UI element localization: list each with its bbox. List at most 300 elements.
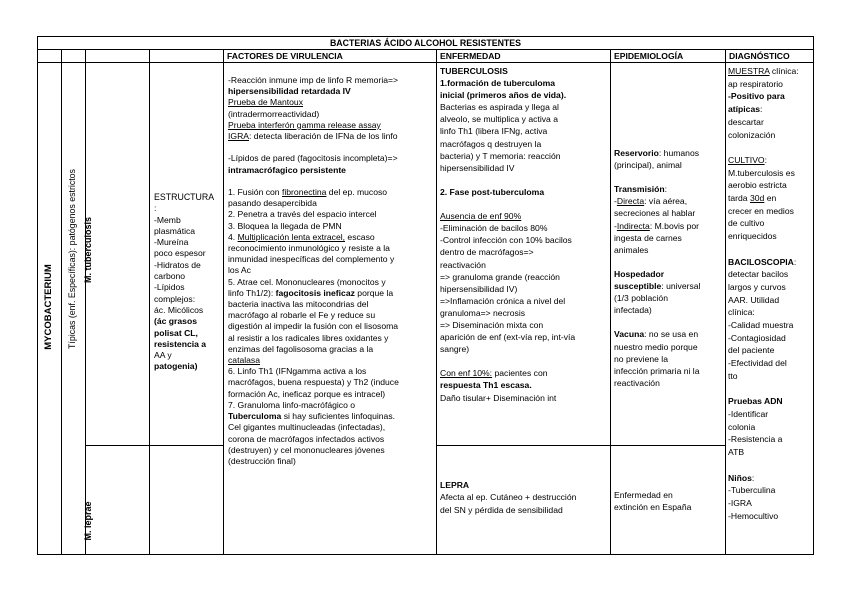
factores-cell — [228, 75, 399, 467]
text-segment: linfo Th1/2): — [228, 287, 276, 298]
col-divider-7 — [725, 49, 726, 554]
factores-line — [228, 344, 399, 355]
diagnostico-line — [728, 319, 799, 332]
text-segment: 1. Fusión con — [228, 187, 282, 198]
col-divider-6 — [610, 49, 611, 554]
text-segment: -IGRA — [728, 497, 752, 508]
epidemiologia-tuberculosis-cell — [614, 147, 700, 389]
text-segment: clínica: — [728, 307, 755, 318]
enfermedad-line — [440, 150, 575, 162]
enfermedad-line — [440, 162, 575, 174]
text-segment: reconocimiento inmunológico y resiste a la — [228, 243, 390, 254]
text-segment: Daño tisular+ Diseminación int — [440, 392, 557, 403]
text-segment: 2. Fase post-tuberculoma — [440, 186, 545, 197]
text-segment: 30d — [749, 193, 765, 204]
text-segment: infectada) — [614, 305, 652, 316]
text-segment: escaso — [345, 231, 375, 242]
diagnostico-line — [728, 230, 799, 243]
text-segment: -Efectividad del — [728, 358, 787, 369]
text-segment: macrófagos, buena respuesta) y Th2 (induce — [228, 377, 399, 388]
text-segment: -Tuberculina — [728, 485, 776, 496]
epidemiologia-line — [614, 268, 700, 280]
diagnostico-line — [728, 357, 799, 370]
text-segment: fibronectina — [281, 187, 327, 198]
epidemiologia-line — [614, 220, 700, 232]
text-segment: : detecta liberación de IFNa de los linfo — [249, 131, 398, 142]
col-divider-1 — [61, 49, 62, 554]
text-segment: del paciente — [728, 345, 775, 356]
species-divider-left — [85, 445, 223, 446]
text-segment: extinción en España — [614, 502, 692, 513]
table-border-bottom — [37, 554, 814, 555]
text-segment: CULTIVO — [728, 154, 765, 165]
factores-line — [228, 75, 399, 86]
text-segment: del SN y pérdida de sensibilidad — [440, 504, 563, 515]
text-segment: Ausencia de enf 90% — [440, 211, 522, 222]
enfermedad-line — [440, 259, 575, 271]
text-segment: alveolo, se multiplica y activa a — [440, 114, 558, 125]
enfermedad-line — [440, 101, 575, 113]
text-segment: hipersensibilidad IV) — [440, 283, 518, 294]
text-segment: aparición de enf (ext-vía rep, int-vía — [440, 332, 576, 343]
species-divider-right — [436, 445, 725, 446]
text-segment: colonización — [728, 129, 776, 140]
text-segment: fagocitosis ineficaz — [275, 287, 355, 298]
text-segment: catalasa — [228, 355, 261, 366]
factores-line — [228, 131, 399, 142]
epidemiologia-line — [614, 280, 700, 292]
epidemiologia-line — [614, 183, 700, 195]
text-segment: 3. Bloquea la llegada de PMN — [228, 220, 342, 231]
text-segment: Bacterias es aspirada y llega al — [440, 102, 559, 113]
text-segment: Tuberculoma — [228, 411, 282, 422]
diagnostico-line — [728, 306, 799, 319]
text-segment: reactivación — [440, 259, 486, 270]
text-segment: Niños — [728, 472, 752, 483]
enfermedad-line — [440, 295, 575, 307]
estructura-line: -Memb — [154, 214, 181, 225]
epidemiologia-line — [614, 256, 700, 268]
text-segment: macrófago al robarle el Fe y reduce su — [228, 310, 376, 321]
text-segment: Transmisión — [614, 184, 665, 195]
epidemiologia-line — [614, 341, 700, 353]
enfermedad-line — [440, 246, 575, 258]
text-segment: Prueba de Mantoux — [228, 97, 304, 108]
factores-line — [228, 165, 399, 176]
text-segment: macrófagos q destruyen la — [440, 138, 542, 149]
diagnostico-line — [728, 395, 799, 408]
text-segment: : no se usa en — [644, 329, 699, 340]
header-factores: FACTORES DE VIRULENCIA — [227, 51, 343, 61]
text-segment: porque la — [354, 287, 394, 298]
diagnostico-line — [728, 65, 799, 78]
factores-line — [228, 86, 399, 97]
text-segment: -Reacción inmune imp de linfo R memoria=> — [228, 75, 399, 85]
text-segment: Pruebas ADN — [728, 396, 783, 407]
text-segment: de cultivo — [728, 218, 765, 229]
text-segment: granuloma=> necrosis — [440, 307, 526, 318]
text-segment: largos y curvos — [728, 281, 786, 292]
group-label: Típicas (enf. Específicas): patógenos estrictos — [67, 169, 77, 349]
enfermedad-line — [440, 89, 575, 101]
species-label-tuberculosis: M. tuberculosis — [83, 217, 93, 284]
header-enfermedad: ENFERMEDAD — [440, 51, 501, 61]
text-segment: ATB — [728, 447, 745, 458]
factores-line — [228, 97, 399, 108]
text-segment: colonia — [728, 421, 756, 432]
text-segment: Cel gigantes multinucleadas (infectadas), — [228, 422, 386, 433]
epidemiologia-lepra-line — [614, 501, 691, 513]
text-segment: 1.formación de tuberculoma — [440, 78, 556, 89]
diagnostico-line — [728, 154, 799, 167]
diagnostico-line — [728, 268, 799, 281]
text-segment: sangre) — [440, 344, 470, 355]
factores-line — [228, 142, 399, 153]
diagnostico-line — [728, 408, 799, 421]
text-segment: Multiplicación lenta extracel, — [237, 231, 346, 242]
diagnostico-line — [728, 217, 799, 230]
estructura-line: -Mureína — [154, 237, 189, 248]
estructura-line: : — [154, 203, 157, 214]
epidemiologia-line — [614, 365, 700, 377]
enfermedad-tuberculosis-cell — [440, 65, 575, 404]
enfermedad-line — [440, 77, 575, 89]
text-segment: si hay suficientes linfoquinas. — [281, 411, 396, 422]
text-segment: clínica: — [769, 66, 799, 76]
enfermedad-line — [440, 210, 575, 222]
enfermedad-lepra-line — [440, 504, 576, 516]
estructura-line: carbono — [154, 271, 186, 282]
epidemiologia-line — [614, 207, 700, 219]
text-segment: secreciones al hablar — [614, 208, 696, 219]
text-segment: respuesta Th1 escasa. — [440, 380, 532, 391]
epidemiologia-line — [614, 232, 700, 244]
text-segment: => granuloma grande (reacción — [440, 271, 560, 282]
text-segment: pasando desapercibida — [228, 198, 317, 209]
factores-line — [228, 198, 399, 209]
text-segment: : — [751, 472, 755, 483]
text-segment: bacteria inactiva las mitocondrias del — [228, 299, 369, 310]
enfermedad-line — [440, 138, 575, 150]
text-segment: formación Ac, ineficaz porque es intracel) — [228, 388, 386, 399]
text-segment: -Identificar — [728, 408, 769, 419]
factores-line — [228, 120, 399, 131]
text-segment: ap respiratorio — [728, 78, 783, 89]
diagnostico-line — [728, 383, 799, 396]
estructura-line: ác. Micólicos — [154, 304, 204, 315]
text-segment: => Diseminación mixta con — [440, 319, 544, 330]
diagnostico-line — [728, 370, 799, 383]
text-segment: ingesta de carnes — [614, 232, 682, 243]
text-segment: : humanos — [658, 148, 700, 158]
genus-label: MYCOBACTERIUM — [43, 264, 54, 350]
factores-line — [228, 232, 399, 243]
text-segment: tarda — [728, 193, 750, 204]
text-segment: Vacuna — [614, 329, 645, 340]
col-divider-4 — [223, 49, 224, 554]
epidemiologia-line — [614, 159, 700, 171]
header-row-divider — [37, 62, 814, 63]
diagnostico-line — [728, 459, 799, 472]
text-segment: MUESTRA — [728, 66, 770, 76]
diagnostico-line — [728, 129, 799, 142]
epidemiologia-line — [614, 171, 700, 183]
epidemiologia-line — [614, 316, 700, 328]
text-segment: crecer en medios — [728, 205, 794, 216]
factores-line — [228, 456, 399, 467]
enfermedad-line — [440, 186, 575, 198]
diagnostico-line — [728, 179, 799, 192]
enfermedad-line — [440, 113, 575, 125]
enfermedad-lepra-cell — [440, 479, 576, 516]
text-segment: no previene la — [614, 353, 668, 364]
enfermedad-line — [440, 392, 575, 404]
diagnostico-line — [728, 484, 799, 497]
factores-line — [228, 265, 399, 276]
diagnostico-line — [728, 433, 799, 446]
epidemiologia-line — [614, 292, 700, 304]
estructura-line: (ác grasos — [154, 316, 197, 327]
text-segment: : M.bovis por — [649, 220, 700, 231]
text-segment: (principal), animal — [614, 160, 682, 171]
enfermedad-line — [440, 222, 575, 234]
text-segment: 4. — [228, 231, 238, 242]
enfermedad-line — [440, 271, 575, 283]
text-segment: Con enf 10%: — [440, 368, 493, 379]
enfermedad-line — [440, 379, 575, 391]
text-segment: animales — [614, 244, 649, 255]
diagnostico-line — [728, 344, 799, 357]
enfermedad-line — [440, 125, 575, 137]
diagnostico-line — [728, 205, 799, 218]
text-segment: 6. Linfo Th1 (IFNgamma activa a los — [228, 366, 367, 377]
col-divider-2 — [85, 49, 86, 554]
text-segment: (destruyen) y cel mononucleares jóvenes — [228, 444, 385, 455]
enfermedad-line — [440, 174, 575, 186]
enfermedad-line — [440, 307, 575, 319]
text-segment: : universal — [661, 281, 701, 292]
text-segment: LEPRA — [440, 480, 470, 490]
text-segment: (intradermorreactividad) — [228, 108, 320, 119]
factores-line — [228, 400, 399, 411]
epidemiologia-lepra-line — [614, 489, 691, 501]
text-segment: tto — [728, 370, 738, 381]
header-epidemiologia: EPIDEMIOLOGÍA — [614, 51, 684, 61]
text-segment: BACILOSCOPIA — [728, 256, 794, 267]
text-segment: - — [614, 196, 617, 207]
diagnostico-line — [728, 332, 799, 345]
estructura-cell — [154, 192, 214, 373]
enfermedad-line — [440, 355, 575, 367]
text-segment: : — [793, 256, 797, 267]
text-segment: enriquecidos — [728, 231, 777, 242]
text-segment: - — [614, 220, 617, 231]
text-segment: detectar bacilos — [728, 269, 789, 280]
factores-line — [228, 153, 399, 164]
text-segment: los Ac — [228, 265, 251, 276]
text-segment: nuestro medio porque — [614, 341, 698, 352]
diagnostico-line — [728, 256, 799, 269]
text-segment: infección primaria ni la — [614, 365, 700, 376]
text-segment: inicial (primeros años de vida). — [440, 90, 567, 101]
diagnostico-line — [728, 472, 799, 485]
text-segment: intramacrófagico persistente — [228, 164, 346, 175]
enfermedad-lepra-line — [440, 479, 576, 491]
factores-line — [228, 310, 399, 321]
factores-line — [228, 377, 399, 388]
enfermedad-line — [440, 343, 575, 355]
epidemiologia-line — [614, 353, 700, 365]
factores-line — [228, 366, 399, 377]
header-diagnostico: DIAGNÓSTICO — [729, 51, 790, 61]
text-segment: linfo Th1 (libera IFNg, activa — [440, 126, 548, 137]
text-segment: Reservorio — [614, 148, 659, 158]
text-segment: Afecta al ep. Cutáneo + destrucción — [440, 492, 577, 503]
text-segment: TUBERCULOSIS — [440, 66, 508, 76]
factores-line — [228, 277, 399, 288]
text-segment: -Control infección con 10% bacilos — [440, 235, 572, 246]
estructura-line: plasmática — [154, 225, 196, 236]
text-segment: al resistir a los radicales libres oxidantes y — [228, 332, 389, 343]
diagnostico-line — [728, 90, 799, 103]
diagnostico-line — [728, 510, 799, 523]
epidemiologia-lepra-cell — [614, 489, 691, 514]
factores-line — [228, 389, 399, 400]
text-segment: -Contagiosidad — [728, 332, 786, 343]
estructura-line: AA y — [154, 350, 172, 361]
estructura-line: patogenia) — [154, 361, 198, 372]
epidemiologia-line — [614, 244, 700, 256]
text-segment: Enfermedad en — [614, 490, 673, 500]
text-segment: Directa — [616, 196, 645, 207]
text-segment: hipersensibilidad retardada IV — [228, 86, 351, 97]
title-row-divider — [37, 49, 814, 50]
factores-line — [228, 445, 399, 456]
text-segment: =>Inflamación crónica a nivel del — [440, 295, 566, 306]
text-segment: -Lípidos de pared (fagocitosis incompleta)=> — [228, 153, 398, 164]
text-segment: bacteria) y T memoria: reacción — [440, 150, 561, 161]
epidemiologia-line — [614, 377, 700, 389]
factores-line — [228, 109, 399, 120]
text-segment: : vía aérea, — [644, 196, 688, 207]
estructura-line: complejos: — [154, 293, 196, 304]
estructura-line: -Lípidos — [154, 282, 185, 293]
enfermedad-line — [440, 198, 575, 210]
text-segment: aerobio estricta — [728, 180, 787, 191]
text-segment: M.tuberculosis es — [728, 167, 795, 178]
factores-line — [228, 333, 399, 344]
epidemiologia-line — [614, 147, 700, 159]
text-segment: atípicas — [728, 104, 761, 115]
enfermedad-line — [440, 319, 575, 331]
table-border-right — [813, 36, 814, 554]
text-segment: pacientes con — [492, 368, 548, 379]
estructura-line: ESTRUCTURA — [154, 192, 215, 202]
factores-line — [228, 243, 399, 254]
text-segment: -Hemocultivo — [728, 510, 779, 521]
text-segment: enzimas del fagolisosoma gracias a la — [228, 343, 374, 354]
text-segment: -Resistencia a — [728, 434, 783, 445]
diagnostico-line — [728, 243, 799, 256]
diagnostico-line — [728, 421, 799, 434]
text-segment: digestión al impedir la fusión con el lisosoma — [228, 321, 399, 332]
diagnostico-line — [728, 116, 799, 129]
factores-line — [228, 321, 399, 332]
text-segment: Prueba interferón gamma release assay — [228, 119, 381, 130]
factores-line — [228, 299, 399, 310]
factores-line — [228, 422, 399, 433]
diagnostico-line — [728, 141, 799, 154]
enfermedad-line — [440, 65, 575, 77]
factores-line — [228, 434, 399, 445]
factores-line — [228, 254, 399, 265]
col-divider-3 — [149, 49, 150, 554]
text-segment: 2. Penetra a través del espacio intercel — [228, 209, 377, 220]
col-divider-5 — [436, 49, 437, 554]
diagnostico-line — [728, 446, 799, 459]
text-segment: 5. Atrae cel. Mononucleares (monocitos y — [228, 276, 386, 287]
enfermedad-line — [440, 367, 575, 379]
diagnostico-line — [728, 294, 799, 307]
table-border-top — [37, 36, 814, 37]
text-segment: susceptible — [614, 281, 662, 292]
text-segment: inmunidad inespecíficas del complemento y — [228, 254, 395, 265]
text-segment: Indirecta — [616, 220, 650, 231]
estructura-line: -Hidratos de — [154, 259, 201, 270]
epidemiologia-line — [614, 195, 700, 207]
factores-line — [228, 355, 399, 366]
diagnostico-line — [728, 192, 799, 205]
text-segment: (1/3 población — [614, 293, 668, 304]
epidemiologia-line — [614, 304, 700, 316]
factores-line — [228, 221, 399, 232]
diagnostico-line — [728, 78, 799, 91]
text-segment: descartar — [728, 116, 764, 127]
enfermedad-lepra-line — [440, 491, 576, 503]
factores-line — [228, 187, 399, 198]
epidemiologia-line — [614, 328, 700, 340]
text-segment: -Calidad muestra — [728, 320, 794, 331]
estructura-line: poco espesor — [154, 248, 206, 259]
diagnostico-line — [728, 167, 799, 180]
factores-line — [228, 176, 399, 187]
text-segment: en — [764, 193, 777, 204]
text-segment: hipersensibilidad IV — [440, 162, 515, 173]
factores-line — [228, 411, 399, 422]
text-segment: IGRA — [228, 131, 250, 142]
diagnostico-cell — [728, 65, 799, 522]
text-segment: reactivación — [614, 377, 660, 388]
enfermedad-line — [440, 283, 575, 295]
text-segment: : — [760, 104, 763, 115]
text-segment: (destrucción final) — [228, 455, 296, 466]
text-segment: Hospedador — [614, 268, 665, 279]
text-segment: dentro de macrófagos=> — [440, 247, 534, 258]
table-border-left — [37, 36, 38, 554]
text-segment: : — [664, 184, 668, 195]
estructura-line: resistencia a — [154, 338, 207, 349]
factores-line — [228, 209, 399, 220]
diagnostico-line — [728, 103, 799, 116]
text-segment: 7. Granuloma linfo-macrófágico o — [228, 399, 356, 410]
text-segment: AAR. Utilidad — [728, 294, 780, 305]
species-label-leprae: M. leprae — [83, 501, 93, 541]
factores-line — [228, 288, 399, 299]
text-segment: -Eliminación de bacilos 80% — [440, 223, 548, 234]
text-segment: : — [764, 154, 767, 165]
text-segment: del ep. mucoso — [326, 187, 388, 198]
table-title: BACTERIAS ÁCIDO ALCOHOL RESISTENTES — [329, 38, 522, 48]
